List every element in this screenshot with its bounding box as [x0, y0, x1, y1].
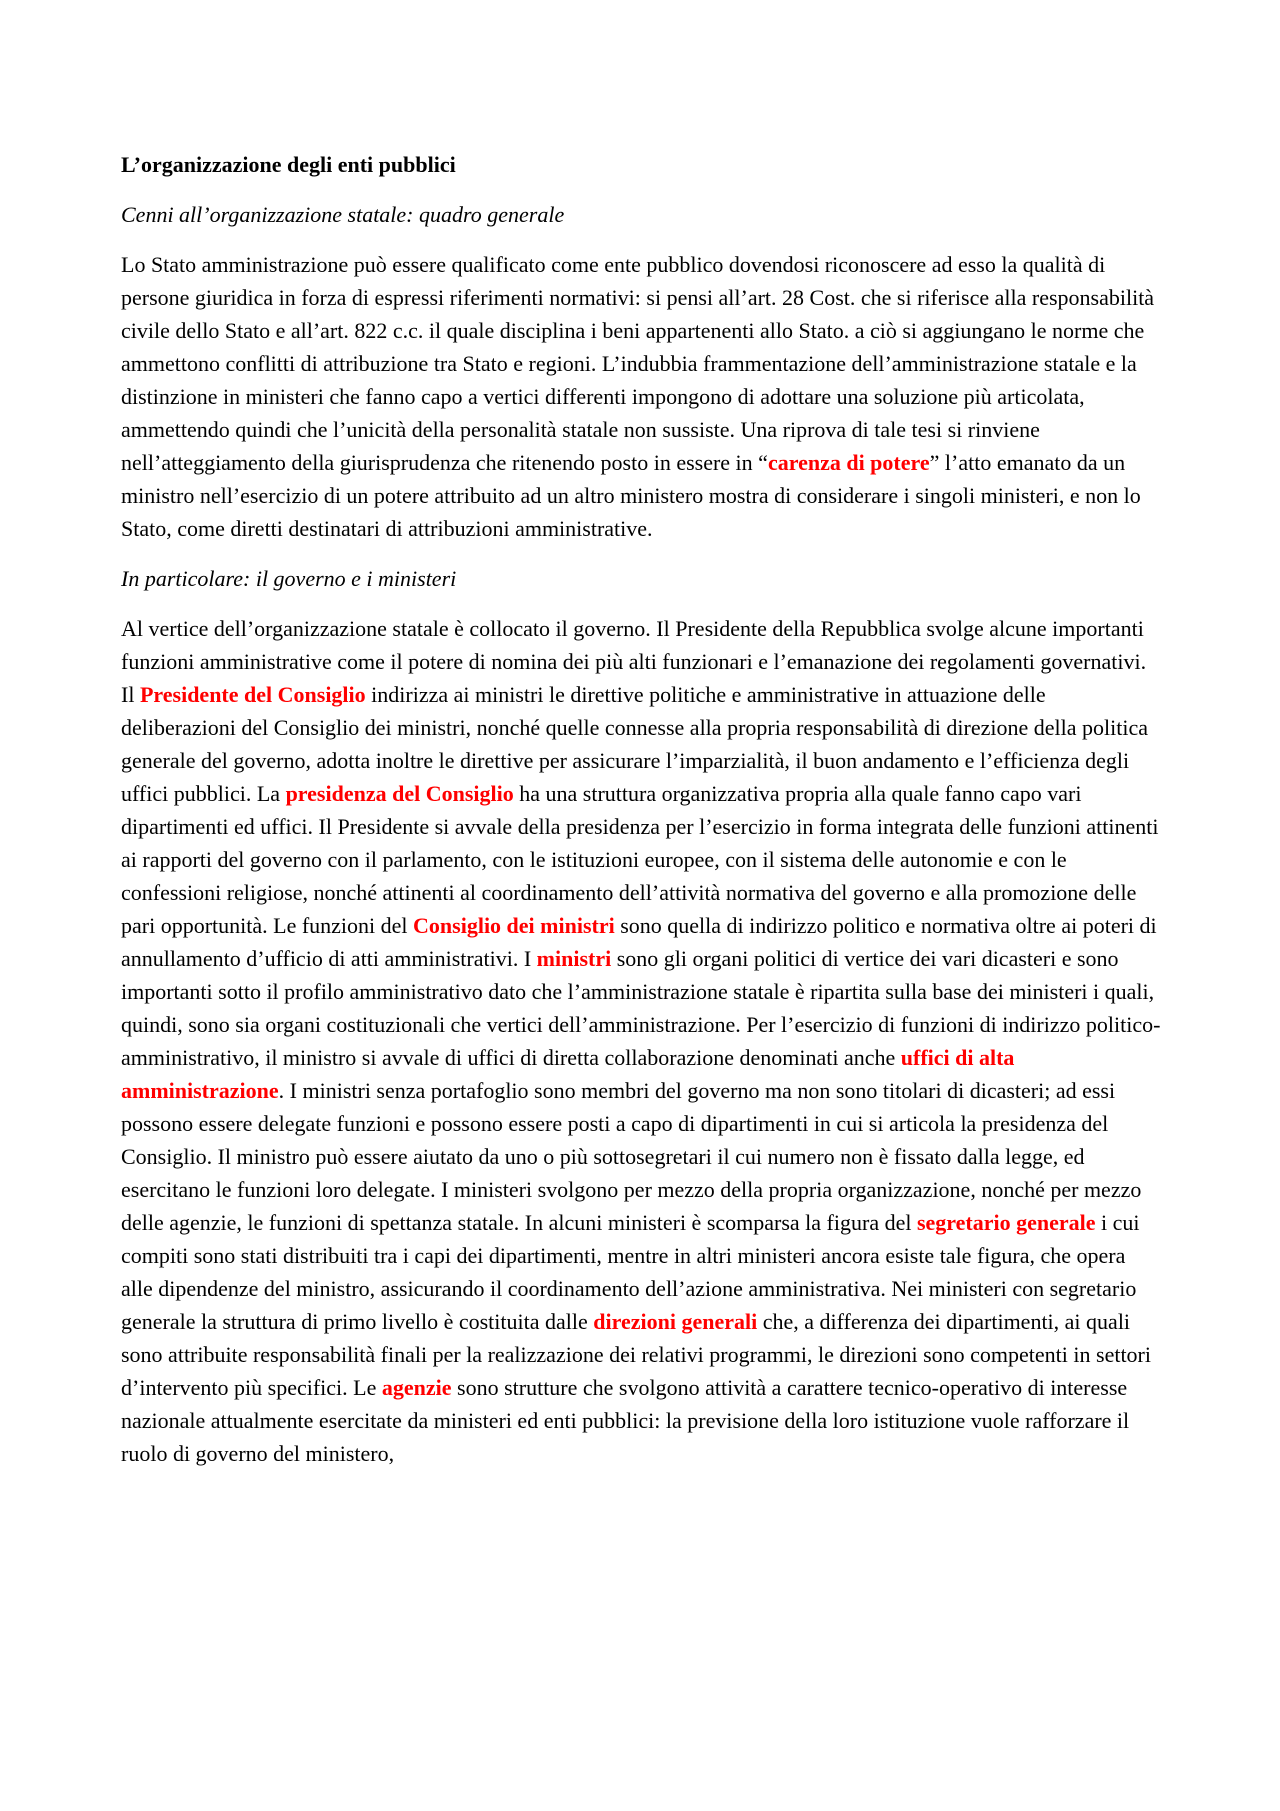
highlight-direzioni-generali: direzioni generali: [593, 1309, 758, 1334]
section-1-paragraph: [121, 248, 1161, 545]
highlight-consiglio-dei-ministri: Consiglio dei ministri: [413, 913, 615, 938]
paragraph-text: sono quella di indirizzo politico e normativa oltre ai poteri di annullamento d’ufficio di atti amministrativi. I: [121, 913, 1157, 971]
paragraph-text: Lo Stato amministrazione può essere qualificato come ente pubblico dovendosi riconoscere ad esso la qualità di persone giuridica in forza di espressi riferimenti normativi: si pensi all’art. 28 Cost. che si riferisce alla responsabilità civile dello Stato e all’art. 822 c.c. il quale disciplina i beni appartenenti allo Stato. a ciò si aggiungano le norme che ammettono conflitti di attribuzione tra Stato e regioni. L’indubbia frammentazione dell’amministrazione statale e la distinzione in ministeri che fanno capo a vertici differenti impongono di adottare una soluzione più articolata, ammettendo quindi che l’unicità della personalità statale non sussiste. Una riprova di tale tesi si rinviene nell’atteggiamento della giurisprudenza che ritenendo posto in essere in “: [121, 252, 1155, 475]
paragraph-text: ” l’atto emanato da un ministro nell’esercizio di un potere attribuito ad un altro ministero mostra di considerare i singoli ministeri, e non lo Stato, come diretti destinatari di attribuzioni amministrative.: [121, 450, 1141, 541]
paragraph-text: indirizza ai ministri le direttive politiche e amministrative in attuazione delle deliberazioni del Consiglio dei ministri, nonché quelle connesse alla propria responsabilità di direzione della politica generale del governo, adotta inoltre le direttive per assicurare l’imparzialità, il buon andamento e l’efficienza degli uffici pubblici. La: [121, 682, 1148, 806]
highlight-carenza-di-potere: carenza di potere: [767, 450, 930, 475]
highlight-uffici-di-alta-amministrazione: uffici di alta amministrazione: [121, 1045, 1015, 1103]
document-page: [121, 148, 1161, 1487]
highlight-ministri: ministri: [536, 946, 612, 971]
paragraph-text: ha una struttura organizzativa propria alla quale fanno capo vari dipartimenti ed uffici. Il Presidente si avvale della presidenza per l’esercizio in forma integrata delle funzioni attinenti ai rapporti del governo con il parlamento, con le istituzioni europee, con il sistema delle autonomie e con le confessioni religiose, nonché attinenti al coordinamento dell’attività normativa del governo e alla promozione delle pari opportunità. Le funzioni del: [121, 781, 1159, 938]
paragraph-text: i cui compiti sono stati distribuiti tra i capi dei dipartimenti, mentre in altri ministeri ancora esiste tale figura, che opera alle dipendenze del ministro, assicurando il coordinamento dell’azione amministrativa. Nei ministeri con segretario generale la struttura di primo livello è costituita dalle: [121, 1210, 1140, 1334]
paragraph-text: . I ministri senza portafoglio sono membri del governo ma non sono titolari di dicasteri; ad essi possono essere delegate funzioni e possono essere posti a capo di dipartimenti in cui si articola la presidenza del Consiglio. Il ministro può essere aiutato da uno o più sottosegretari il cui numero non è fissato dalla legge, ed esercitano le funzioni loro delegate. I ministeri svolgono per mezzo della propria organizzazione, nonché per mezzo delle agenzie, le funzioni di spettanza statale. In alcuni ministeri è scomparsa la figura del: [121, 1078, 1142, 1235]
section-1-subtitle: Cenni all’organizzazione statale: quadro generale: [121, 202, 565, 227]
highlight-segretario-generale: segretario generale: [916, 1210, 1096, 1235]
paragraph-text: che, a differenza dei dipartimenti, ai quali sono attribuite responsabilità finali per la realizzazione dei relativi programmi, le direzioni sono competenti in settori d’intervento più specifici. Le: [121, 1309, 1151, 1400]
highlight-presidente-del-consiglio: Presidente del Consiglio: [139, 682, 366, 707]
paragraph-text: Al vertice dell’organizzazione statale è collocato il governo. Il Presidente della Repubblica svolge alcune importanti funzioni amministrative come il potere di nomina dei più alti funzionari e l’emanazione dei regolamenti governativi. Il: [121, 616, 1147, 707]
section-2-paragraph: [121, 612, 1161, 1470]
section-2-subtitle: In particolare: il governo e i ministeri: [121, 566, 457, 591]
highlight-presidenza-del-consiglio: presidenza del Consiglio: [285, 781, 514, 806]
highlight-agenzie: agenzie: [381, 1375, 452, 1400]
paragraph-text: sono strutture che svolgono attività a carattere tecnico-operativo di interesse nazionale attualmente esercitate da ministeri ed enti pubblici: la previsione della loro istituzione vuole rafforzare il ruolo di governo del ministero,: [121, 1375, 1130, 1466]
document-title: L’organizzazione degli enti pubblici: [121, 152, 456, 177]
paragraph-text: sono gli organi politici di vertice dei vari dicasteri e sono importanti sotto il profilo amministrativo dato che l’amministrazione statale è ripartita sulla base dei ministeri i quali, quindi, sono sia organi costituzionali che vertici dell’amministrazione. Per l’esercizio di funzioni di indirizzo politico-amministrativo, il ministro si avvale di uffici di diretta collaborazione denominati anche: [121, 946, 1161, 1070]
